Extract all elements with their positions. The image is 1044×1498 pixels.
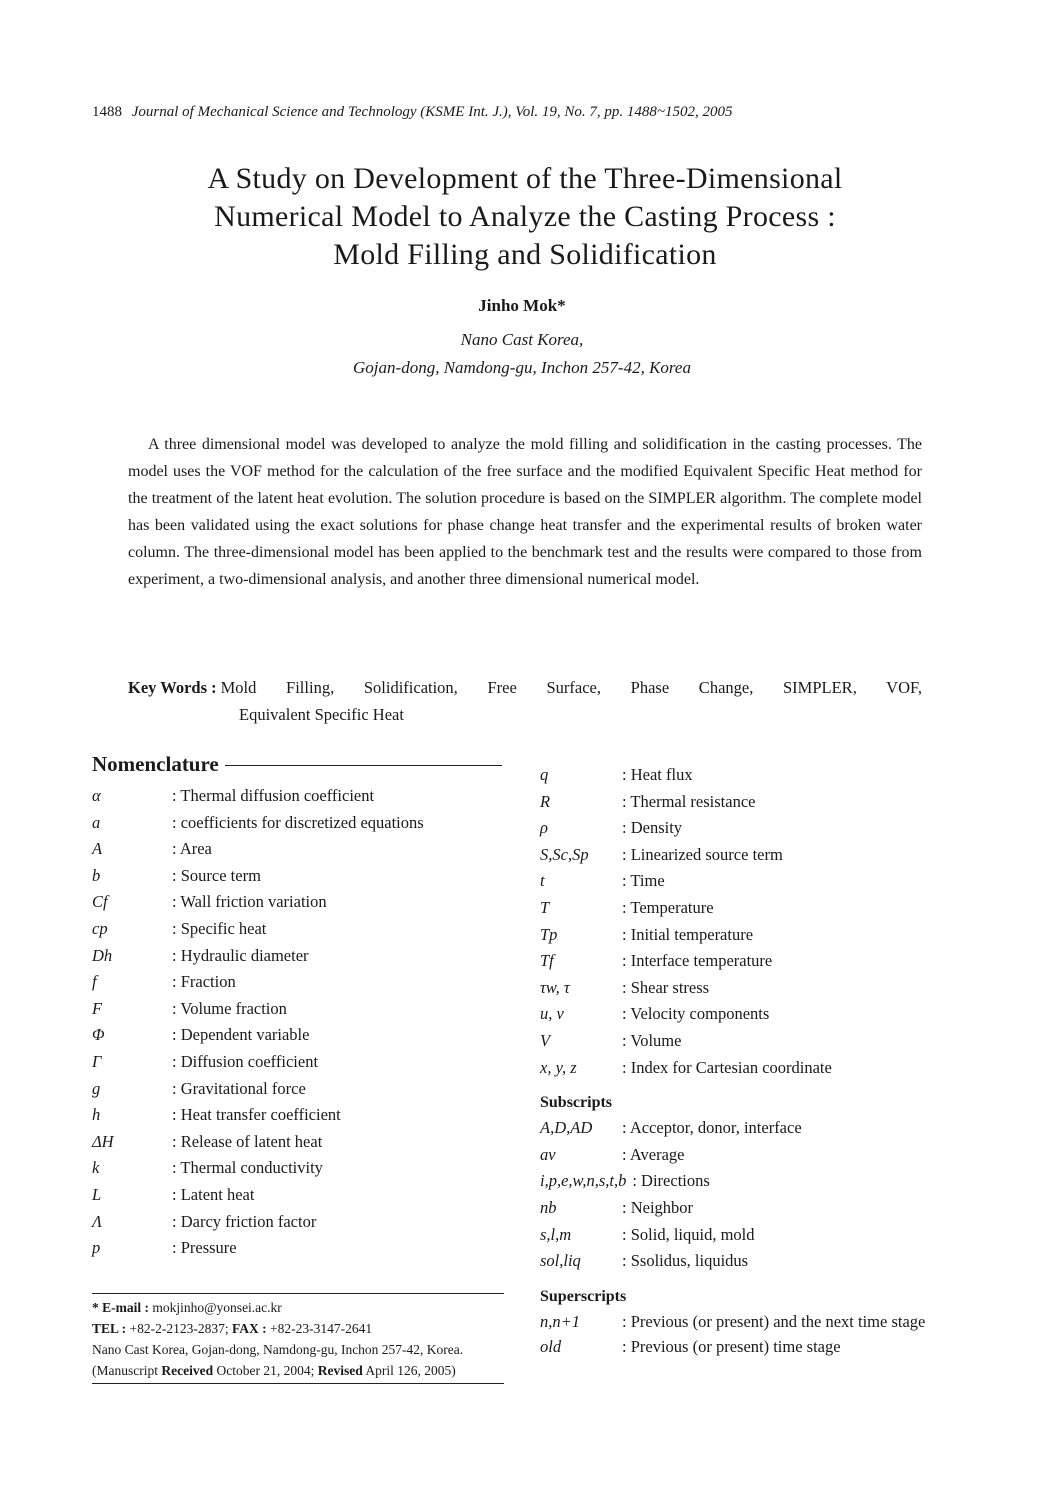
nomenclature-definition: : Initial temperature	[622, 922, 753, 949]
nomenclature-symbol: k	[92, 1158, 100, 1178]
nomenclature-definition: : Volume	[622, 1028, 681, 1055]
nomenclature-definition: : Neighbor	[622, 1195, 693, 1222]
keywords-label: Key Words :	[128, 678, 217, 697]
footnote	[92, 1293, 504, 1384]
nomenclature-entry	[92, 863, 512, 890]
nomenclature-entry	[540, 815, 960, 842]
nomenclature-entry	[540, 1195, 960, 1222]
nomenclature-definition: : Velocity components	[622, 1001, 769, 1028]
nomenclature-entry	[92, 1182, 512, 1209]
nomenclature-definition: : Average	[622, 1142, 684, 1169]
nomenclature-symbol: u, v	[540, 1004, 564, 1024]
nomenclature-entry	[540, 868, 960, 895]
nomenclature-entry	[92, 996, 512, 1023]
nomenclature-definition: : Density	[622, 815, 682, 842]
journal-citation: Journal of Mechanical Science and Technology (KSME Int. J.), Vol. 19, No. 7, pp. 1488~1502, 2005	[131, 104, 733, 120]
nomenclature-symbol: Tp	[540, 924, 558, 944]
paper-title	[100, 160, 950, 274]
affiliation-line-1: Nano Cast Korea,	[460, 330, 584, 349]
nomenclature-entry	[540, 1028, 960, 1055]
nomenclature-entry	[540, 1115, 960, 1142]
nomenclature-entry	[540, 1309, 960, 1334]
nomenclature-entry	[92, 810, 512, 837]
nomenclature-symbol: p	[92, 1238, 101, 1258]
nomenclature-symbol: ρ	[540, 818, 548, 838]
nomenclature-definition: : Solid, liquid, mold	[622, 1222, 755, 1249]
revised-label: Revised	[317, 1363, 363, 1378]
nomenclature-definition: : Acceptor, donor, interface	[622, 1115, 802, 1142]
nomenclature-entry	[92, 1076, 512, 1103]
nomenclature-entry	[92, 969, 512, 996]
nomenclature-entry	[92, 783, 512, 810]
nomenclature-symbol: s,l,m	[540, 1224, 572, 1244]
nomenclature-definition: : Latent heat	[172, 1182, 254, 1209]
nomenclature-symbol: i,p,e,w,n,s,t,b	[540, 1171, 627, 1191]
nomenclature-symbol: Λ	[92, 1211, 102, 1231]
nomenclature-definition: : Fraction	[172, 969, 236, 996]
nomenclature-symbol: T	[540, 897, 550, 917]
nomenclature-entry	[92, 1022, 512, 1049]
nomenclature-symbol: h	[92, 1105, 101, 1125]
fax-label: FAX :	[232, 1321, 267, 1336]
nomenclature-entry	[92, 1129, 512, 1156]
nomenclature-definition: : Hydraulic diameter	[172, 943, 309, 970]
nomenclature-definition: : coefficients for discretized equations	[172, 810, 424, 837]
nomenclature-definition: : Wall friction variation	[172, 889, 327, 916]
nomenclature-entry	[540, 1222, 960, 1249]
nomenclature-definition: : Volume fraction	[172, 996, 287, 1023]
nomenclature-symbol: τw, τ	[540, 977, 570, 997]
nomenclature-definition: : Specific heat	[172, 916, 266, 943]
nomenclature-definition: : Interface temperature	[622, 948, 772, 975]
email-address[interactable]: mokjinho@yonsei.ac.kr	[152, 1300, 282, 1315]
nomenclature-definition: : Ssolidus, liquidus	[622, 1248, 748, 1275]
nomenclature-symbol: nb	[540, 1197, 557, 1217]
nomenclature-symbol: S,Sc,Sp	[540, 844, 589, 864]
title-line-1: A Study on Development of the Three-Dimensional	[207, 162, 843, 195]
nomenclature-entry	[92, 1102, 512, 1129]
nomenclature-definition: : Source term	[172, 863, 261, 890]
nomenclature-symbol: α	[92, 786, 101, 805]
affiliation-line-2: Gojan-dong, Namdong-gu, Inchon 257-42, Korea	[353, 358, 691, 377]
nomenclature-left-column	[92, 783, 512, 1262]
nomenclature-entry	[540, 1168, 960, 1195]
nomenclature-entry	[540, 789, 960, 816]
nomenclature-symbol: Φ	[92, 1025, 105, 1045]
nomenclature-entry	[92, 1155, 512, 1182]
nomenclature-entry	[540, 1142, 960, 1169]
nomenclature-definition: : Heat transfer coefficient	[172, 1102, 341, 1129]
nomenclature-definition: : Pressure	[172, 1235, 237, 1262]
nomenclature-symbol: av	[540, 1144, 556, 1164]
nomenclature-entry	[92, 1235, 512, 1262]
nomenclature-symbol: ΔH	[92, 1131, 114, 1151]
nomenclature-entry	[92, 889, 512, 916]
nomenclature-definition: : Directions	[632, 1168, 709, 1195]
tel-label: TEL :	[92, 1321, 127, 1336]
keywords-line-1: Mold Filling, Solidification, Free Surface, Phase Change, SIMPLER, VOF,	[220, 678, 922, 697]
nomenclature-definition: : Index for Cartesian coordinate	[622, 1055, 832, 1082]
nomenclature-entry	[540, 1055, 960, 1082]
nomenclature-symbol: b	[92, 865, 101, 885]
nomenclature-entry	[540, 895, 960, 922]
superscripts-heading: Superscripts	[540, 1287, 627, 1305]
title-line-3: Mold Filling and Solidification	[333, 238, 717, 271]
nomenclature-symbol: old	[540, 1336, 562, 1356]
nomenclature-definition: : Shear stress	[622, 975, 709, 1002]
nomenclature-definition: : Area	[172, 836, 212, 863]
nomenclature-definition: : Linearized source term	[622, 842, 783, 869]
nomenclature-entry	[540, 922, 960, 949]
nomenclature-definition: : Temperature	[622, 895, 714, 922]
nomenclature-entry	[92, 916, 512, 943]
nomenclature-symbol: f	[92, 972, 97, 992]
footnote-bottom-rule	[92, 1383, 504, 1384]
nomenclature-entry	[92, 836, 512, 863]
nomenclature-definition: : Darcy friction factor	[172, 1209, 316, 1236]
nomenclature-symbol: q	[540, 765, 549, 784]
author-affiliation	[0, 326, 1044, 382]
nomenclature-symbol: cp	[92, 918, 108, 938]
received-label: Received	[161, 1363, 214, 1378]
nomenclature-definition: : Release of latent heat	[172, 1129, 322, 1156]
nomenclature-symbol: Cf	[92, 892, 108, 912]
author-name: Jinho Mok*	[478, 296, 566, 315]
nomenclature-entry	[92, 1209, 512, 1236]
nomenclature-symbol: n,n+1	[540, 1311, 581, 1331]
nomenclature-entry	[92, 1049, 512, 1076]
page-number: 1488	[92, 104, 122, 120]
revised-date: April 126, 2005)	[365, 1363, 456, 1378]
nomenclature-symbol: a	[92, 812, 101, 832]
nomenclature-symbol: F	[92, 998, 103, 1018]
nomenclature-entry	[540, 1334, 960, 1361]
nomenclature-definition: : Thermal diffusion coefficient	[172, 783, 374, 810]
nomenclature-entry	[540, 1248, 960, 1275]
nomenclature-symbol: V	[540, 1030, 551, 1050]
nomenclature-entry	[540, 762, 960, 789]
fax-number: +82-23-3147-2641	[270, 1321, 373, 1336]
nomenclature-heading: Nomenclature	[92, 752, 502, 782]
nomenclature-definition: : Previous (or present) time stage	[622, 1334, 841, 1361]
nomenclature-symbol: Dh	[92, 945, 113, 965]
title-line-2: Numerical Model to Analyze the Casting Process :	[214, 200, 836, 233]
keywords-line-2: Equivalent Specific Heat	[239, 705, 404, 724]
nomenclature-definition: : Dependent variable	[172, 1022, 309, 1049]
received-date: October 21, 2004;	[216, 1363, 315, 1378]
tel-number: +82-2-2123-2837;	[129, 1321, 229, 1336]
nomenclature-definition: : Thermal resistance	[622, 789, 756, 816]
nomenclature-right-column	[540, 762, 960, 1360]
nomenclature-symbol: x, y, z	[540, 1057, 577, 1077]
running-header	[92, 104, 733, 121]
abstract: A three dimensional model was developed to analyze the mold filling and solidification in the casting processes. The model uses the VOF method for the calculation of the free surface and the modified Equivalent Specific Heat method for the treatment of the latent heat evolution. The solution procedure is based on the SIMPLER algorithm. The complete model has been validated using the exact solutions for phase change heat transfer and the experimental results of broken water column. The three-dimensional model has been applied to the benchmark test and the results were compared to those from experiment, a two-dimensional analysis, and another three dimensional numerical model.	[128, 436, 922, 588]
nomenclature-symbol: sol,liq	[540, 1251, 581, 1271]
nomenclature-definition: : Thermal conductivity	[172, 1155, 323, 1182]
nomenclature-symbol: R	[540, 791, 551, 811]
nomenclature-definition: : Gravitational force	[172, 1076, 306, 1103]
keywords	[128, 674, 922, 728]
nomenclature-definition: : Time	[622, 868, 665, 895]
subscripts-heading: Subscripts	[540, 1094, 613, 1112]
nomenclature-symbol: A	[92, 839, 103, 859]
email-label: * E-mail :	[92, 1300, 149, 1315]
nomenclature-symbol: L	[92, 1184, 102, 1204]
nomenclature-symbol: Tf	[540, 951, 554, 971]
nomenclature-entry	[92, 943, 512, 970]
nomenclature-entry	[540, 948, 960, 975]
nomenclature-definition: : Diffusion coefficient	[172, 1049, 318, 1076]
nomenclature-definition: : Heat flux	[622, 762, 693, 789]
nomenclature-entry	[540, 975, 960, 1002]
nomenclature-entry	[540, 1001, 960, 1028]
nomenclature-definition: : Previous (or present) and the next time stage	[622, 1309, 954, 1334]
nomenclature-symbol: Γ	[92, 1051, 102, 1071]
nomenclature-entry	[540, 842, 960, 869]
nomenclature-symbol: t	[540, 871, 545, 891]
nomenclature-symbol: g	[92, 1078, 101, 1098]
nomenclature-symbol: A,D,AD	[540, 1118, 593, 1138]
footnote-address: Nano Cast Korea, Gojan-dong, Namdong-gu, Inchon 257-42, Korea. (Manuscript	[92, 1342, 464, 1378]
